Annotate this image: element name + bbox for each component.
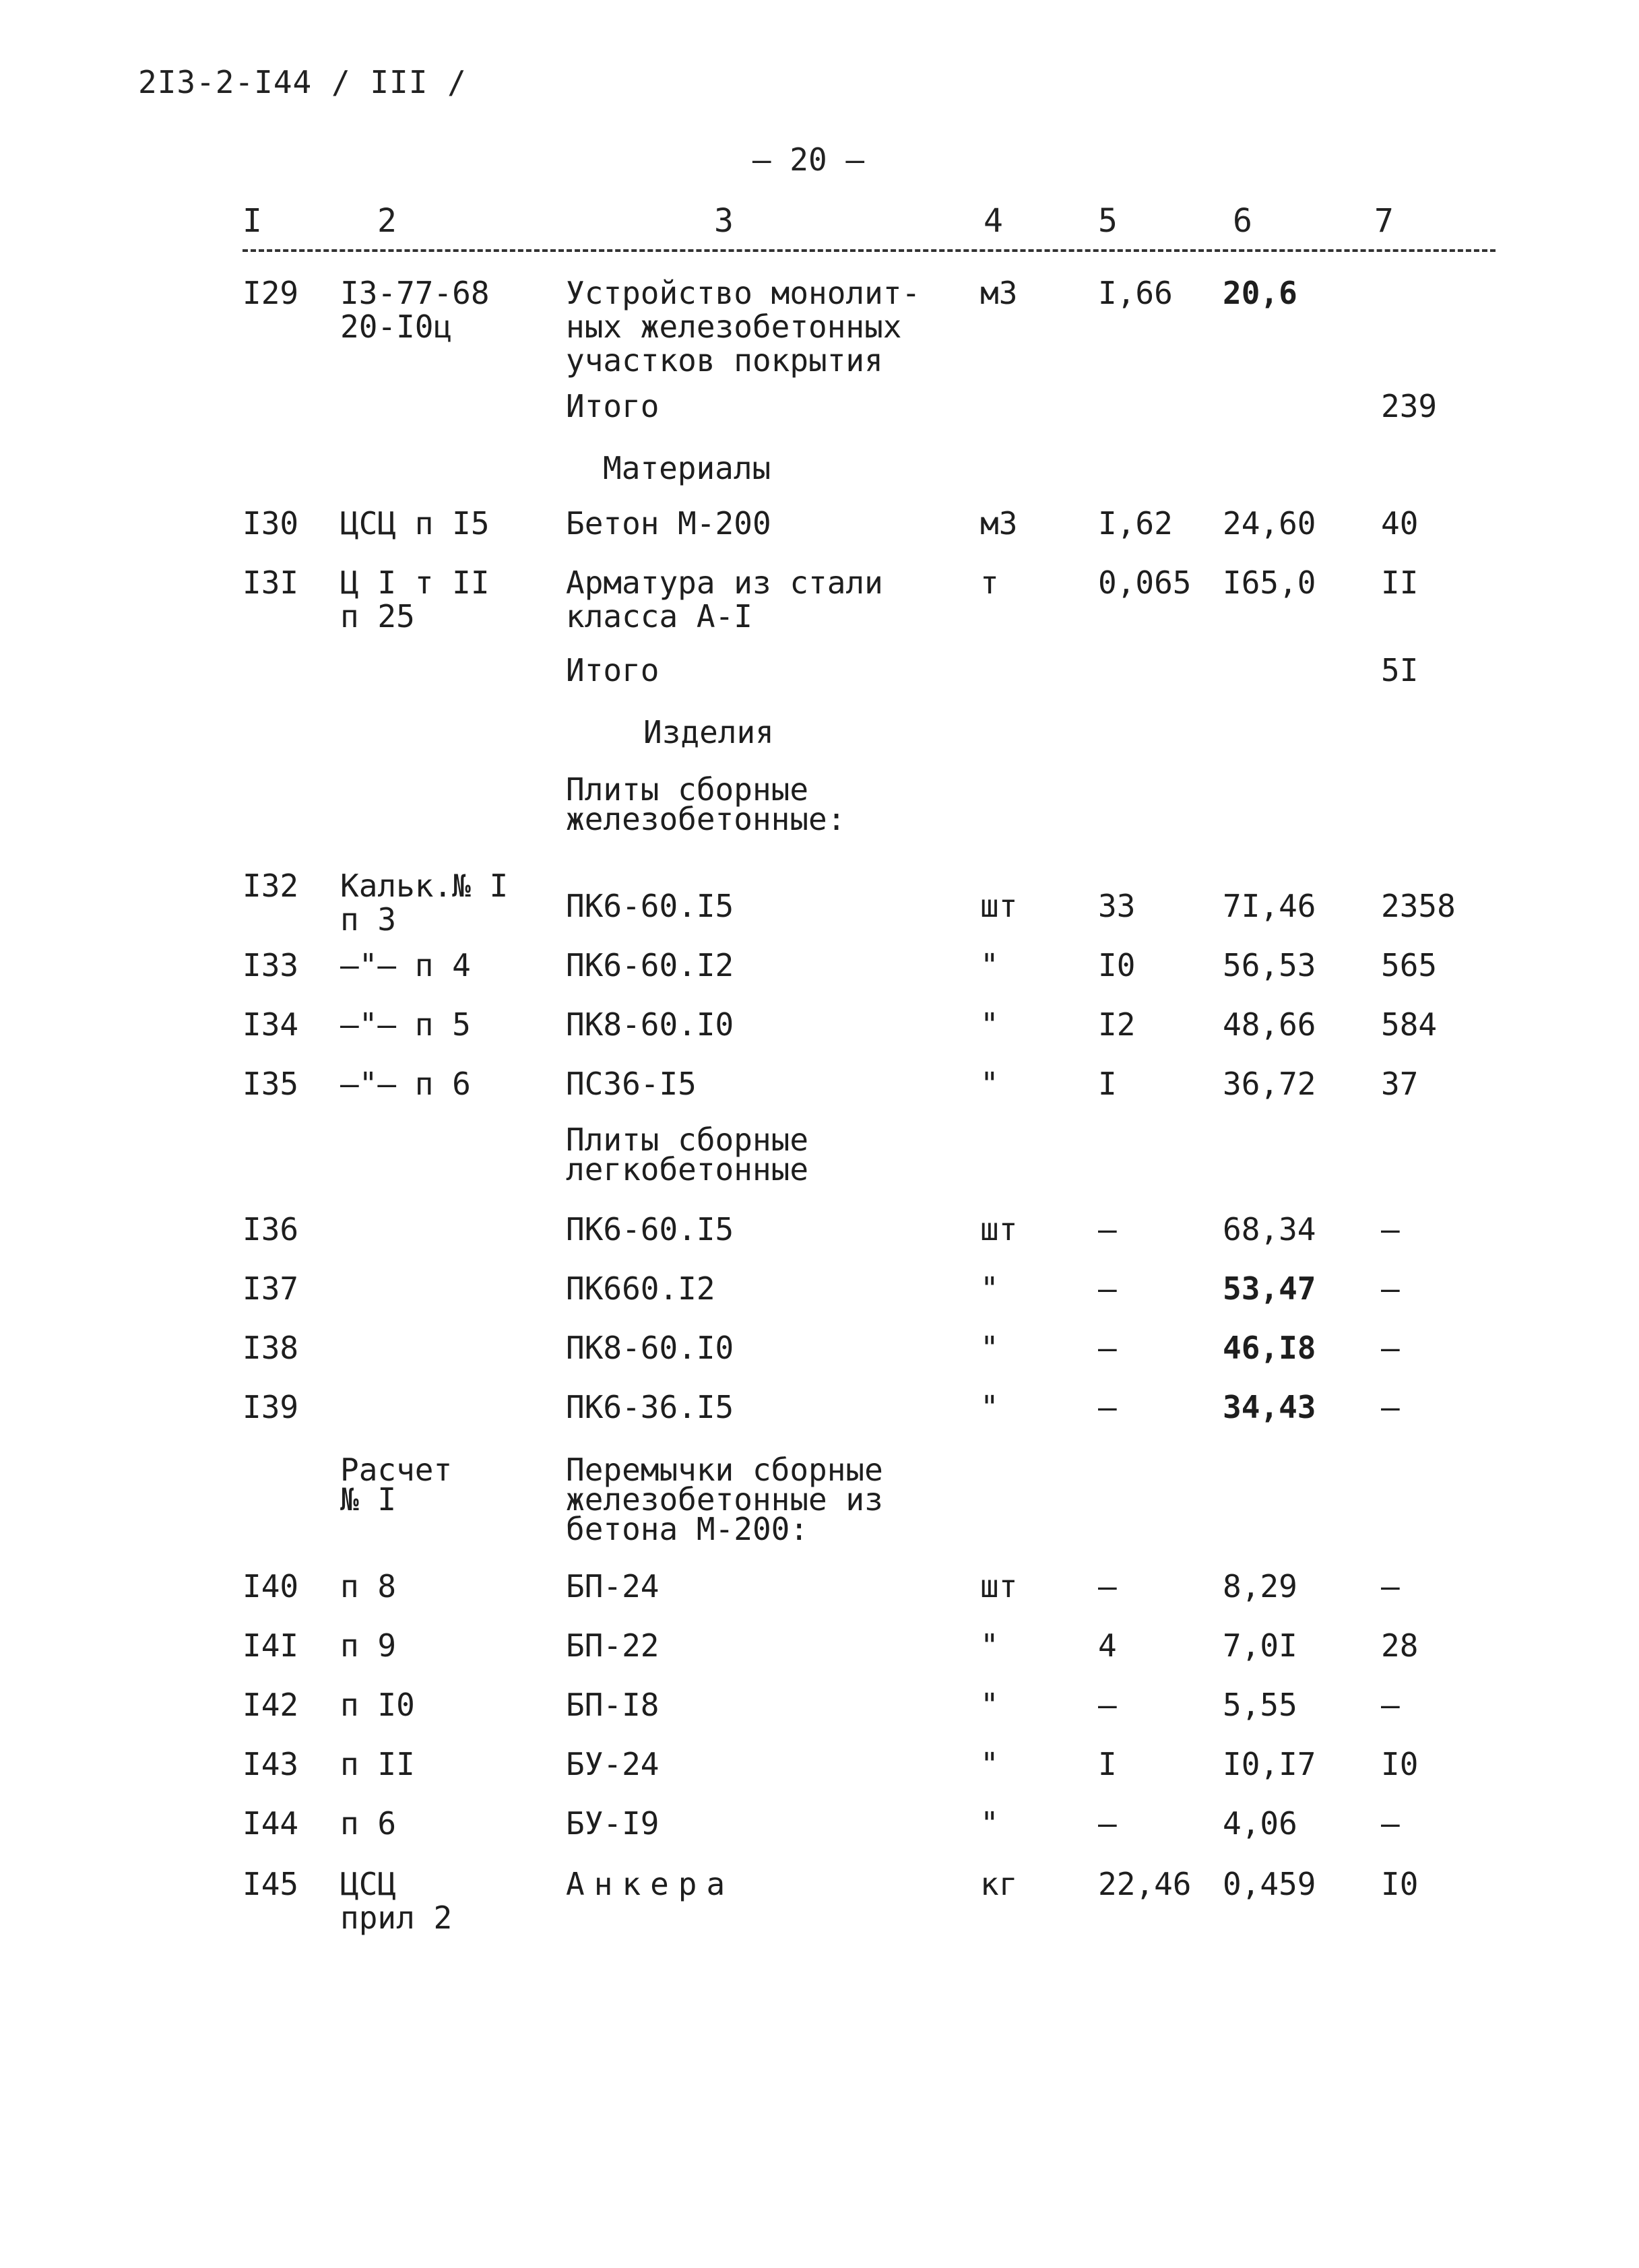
row-reference-line: п 25 — [340, 598, 415, 635]
row-name: ПС36-I5 — [566, 1066, 697, 1102]
row-quantity: 22,46 — [1098, 1866, 1192, 1902]
row-name: БП-I8 — [566, 1687, 660, 1723]
row-name: БП-24 — [566, 1568, 660, 1605]
row-number: I38 — [243, 1330, 299, 1366]
row-number: I33 — [243, 947, 299, 983]
row-total: 584 — [1381, 1006, 1438, 1043]
row-reference-line: I3-77-68 — [340, 275, 490, 311]
row-name-line: ных железобетонных — [566, 309, 902, 345]
row-unit: " — [980, 1389, 999, 1425]
row-quantity: – — [1098, 1568, 1117, 1605]
row-name: ПК6-60.I5 — [566, 1211, 734, 1248]
row-reference-line: Ц I т II — [340, 564, 490, 601]
row-reference — [340, 276, 556, 344]
row-name: ПК8-60.I0 — [566, 1330, 734, 1366]
row-name: БП-22 — [566, 1627, 660, 1664]
column-header-7: 7 — [1374, 202, 1394, 240]
row-name: ПК6-60.I5 — [566, 888, 734, 924]
row-reference-line: прил 2 — [340, 1900, 453, 1936]
row-unit: " — [980, 1805, 999, 1842]
row-unit: шт — [980, 1568, 1018, 1605]
row-total: II — [1381, 564, 1419, 601]
row-total: – — [1381, 1270, 1400, 1307]
row-price: 56,53 — [1223, 947, 1316, 983]
row-total: – — [1381, 1330, 1400, 1366]
document-code: 2I3-2-I44 / III / — [138, 64, 467, 100]
row-number: I39 — [243, 1389, 299, 1425]
row-price: 46,I8 — [1223, 1330, 1316, 1366]
section-title-line: Плиты сборные — [566, 1122, 809, 1158]
row-reference: п 9 — [340, 1627, 397, 1664]
section-title-lintels — [566, 1452, 883, 1547]
row-reference: п I0 — [340, 1687, 415, 1723]
subtotal-label: Итого — [566, 652, 660, 688]
row-reference-line: ЦСЦ — [340, 1866, 397, 1902]
row-number: I40 — [243, 1568, 299, 1605]
row-number: I34 — [243, 1006, 299, 1043]
subtotal-value: 5I — [1381, 652, 1419, 688]
row-price: 36,72 — [1223, 1066, 1316, 1102]
row-quantity: – — [1098, 1389, 1117, 1425]
row-quantity: – — [1098, 1330, 1117, 1366]
section-title-line: железобетонные: — [566, 801, 846, 837]
row-number: I4I — [243, 1627, 299, 1664]
row-total: 2358 — [1381, 888, 1456, 924]
row-name: БУ-I9 — [566, 1805, 660, 1842]
row-number: I43 — [243, 1746, 299, 1782]
row-price: 20,6 — [1223, 275, 1297, 311]
row-unit: " — [980, 1746, 999, 1782]
row-unit: " — [980, 1006, 999, 1043]
row-unit: м3 — [980, 275, 1018, 311]
row-number: I35 — [243, 1066, 299, 1102]
column-header-1: I — [243, 202, 262, 240]
row-price: I65,0 — [1223, 564, 1316, 601]
row-quantity: 33 — [1098, 888, 1136, 924]
row-quantity: 0,065 — [1098, 564, 1192, 601]
row-number: I45 — [243, 1866, 299, 1902]
row-number: I30 — [243, 505, 299, 542]
row-reference — [340, 869, 556, 936]
row-total: – — [1381, 1211, 1400, 1248]
row-unit: т — [980, 564, 999, 601]
row-price: 34,43 — [1223, 1389, 1316, 1425]
row-quantity: 4 — [1098, 1627, 1117, 1664]
row-price: 8,29 — [1223, 1568, 1297, 1605]
row-reference: ЦСЦ п I5 — [340, 505, 490, 542]
row-number: I44 — [243, 1805, 299, 1842]
page-number: – 20 – — [752, 141, 865, 178]
section-title-products: Изделия — [643, 714, 774, 750]
row-price: 53,47 — [1223, 1270, 1316, 1307]
section-title-line: Перемычки сборные — [566, 1452, 883, 1488]
row-unit: " — [980, 1330, 999, 1366]
row-reference: –"– п 5 — [340, 1006, 471, 1043]
section-title-materials: Материалы — [603, 450, 771, 486]
row-unit: кг — [980, 1866, 1018, 1902]
row-unit: " — [980, 1270, 999, 1307]
row-number: I36 — [243, 1211, 299, 1248]
row-name-line: Арматура из стали — [566, 564, 883, 601]
row-quantity: I,62 — [1098, 505, 1173, 542]
row-name-line: участков покрытия — [566, 342, 883, 379]
row-price: 7,0I — [1223, 1627, 1297, 1664]
row-total: – — [1381, 1568, 1400, 1605]
row-unit: шт — [980, 888, 1018, 924]
section-title-line: Плиты сборные — [566, 771, 809, 808]
row-number: I37 — [243, 1270, 299, 1307]
row-total: – — [1381, 1389, 1400, 1425]
calculation-reference-line: Расчет — [340, 1452, 453, 1488]
row-quantity: – — [1098, 1270, 1117, 1307]
row-name: Анкера — [566, 1866, 735, 1902]
column-header-6: 6 — [1233, 202, 1252, 240]
row-unit: " — [980, 1687, 999, 1723]
row-name: ПК6-60.I2 — [566, 947, 734, 983]
section-title-lw-slabs — [566, 1122, 809, 1188]
row-name: Бетон М-200 — [566, 505, 771, 542]
row-name — [566, 566, 943, 633]
row-number: I29 — [243, 275, 299, 311]
row-unit: " — [980, 1066, 999, 1102]
row-total: 37 — [1381, 1066, 1419, 1102]
section-title-line: бетона М-200: — [566, 1511, 809, 1547]
row-reference: –"– п 6 — [340, 1066, 471, 1102]
calculation-reference — [340, 1452, 453, 1518]
row-reference: п 6 — [340, 1805, 397, 1842]
row-number: I32 — [243, 868, 299, 904]
row-name-line: класса А-I — [566, 598, 752, 635]
column-header-4: 4 — [984, 202, 1003, 240]
row-reference — [340, 566, 556, 633]
row-price: I0,I7 — [1223, 1746, 1316, 1782]
row-quantity: – — [1098, 1211, 1117, 1248]
row-name: ПК660.I2 — [566, 1270, 715, 1307]
row-quantity: I — [1098, 1066, 1117, 1102]
row-quantity: – — [1098, 1805, 1117, 1842]
calculation-reference-line: № I — [340, 1481, 397, 1518]
subtotal-label: Итого — [566, 388, 660, 424]
row-reference — [340, 1867, 556, 1935]
row-unit: " — [980, 947, 999, 983]
row-price: 0,459 — [1223, 1866, 1316, 1902]
row-name: ПК6-36.I5 — [566, 1389, 734, 1425]
row-total: – — [1381, 1687, 1400, 1723]
row-price: 5,55 — [1223, 1687, 1297, 1723]
row-total: 40 — [1381, 505, 1419, 542]
row-price: 4,06 — [1223, 1805, 1297, 1842]
row-name: ПК8-60.I0 — [566, 1006, 734, 1043]
subtotal-value: 239 — [1381, 388, 1438, 424]
row-reference-line: 20-I0ц — [340, 309, 453, 345]
row-name: БУ-24 — [566, 1746, 660, 1782]
row-unit: м3 — [980, 505, 1018, 542]
row-name-line: Устройство монолит- — [566, 275, 921, 311]
section-title-line: железобетонные из — [566, 1481, 883, 1518]
row-total: I0 — [1381, 1746, 1419, 1782]
column-header-5: 5 — [1098, 202, 1118, 240]
row-unit: шт — [980, 1211, 1018, 1248]
section-title-line: легкобетонные — [566, 1151, 809, 1188]
column-header-3: 3 — [714, 202, 734, 240]
row-price: 24,60 — [1223, 505, 1316, 542]
column-header-row — [243, 202, 1496, 252]
row-quantity: I,66 — [1098, 275, 1173, 311]
row-name — [566, 276, 943, 377]
column-header-2: 2 — [377, 202, 397, 240]
section-title-rc-slabs — [566, 771, 846, 837]
row-quantity: I — [1098, 1746, 1117, 1782]
row-reference-line: Кальк.№ I — [340, 868, 509, 904]
row-total: I0 — [1381, 1866, 1419, 1902]
row-quantity: – — [1098, 1687, 1117, 1723]
row-reference: –"– п 4 — [340, 947, 471, 983]
row-total: – — [1381, 1805, 1400, 1842]
row-total: 565 — [1381, 947, 1438, 983]
row-price: 68,34 — [1223, 1211, 1316, 1248]
row-price: 48,66 — [1223, 1006, 1316, 1043]
row-total: 28 — [1381, 1627, 1419, 1664]
row-number: I42 — [243, 1687, 299, 1723]
row-reference: п II — [340, 1746, 415, 1782]
row-quantity: I2 — [1098, 1006, 1136, 1043]
row-number: I3I — [243, 564, 299, 601]
row-reference: п 8 — [340, 1568, 397, 1605]
row-unit: " — [980, 1627, 999, 1664]
row-reference-line: п 3 — [340, 901, 397, 938]
row-price: 7I,46 — [1223, 888, 1316, 924]
row-quantity: I0 — [1098, 947, 1136, 983]
